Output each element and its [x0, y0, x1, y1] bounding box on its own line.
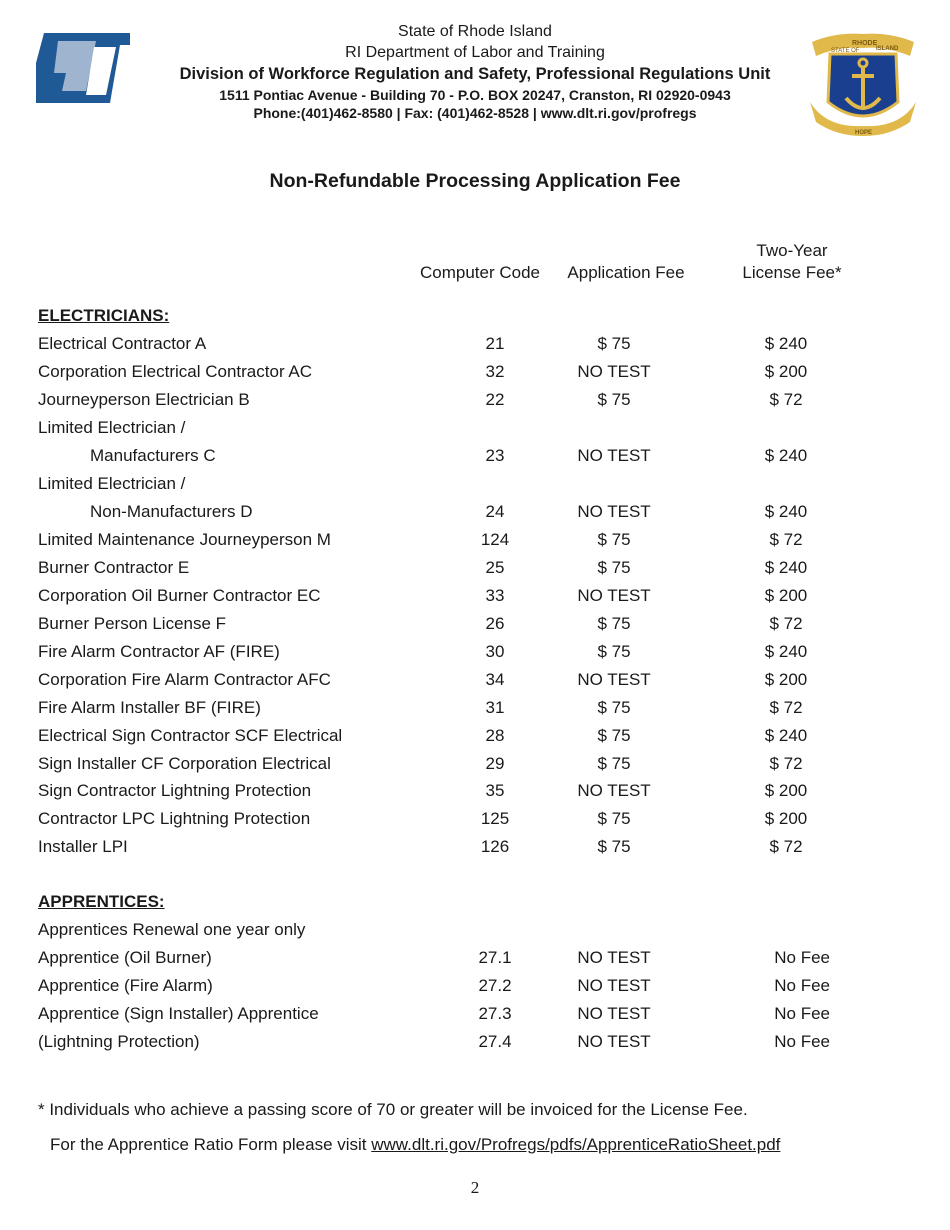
row-computer-code: 124 — [480, 530, 510, 549]
row-computer-code: 23 — [485, 446, 505, 465]
column-header-application-fee: Application Fee — [567, 263, 685, 282]
row-application-fee: NO TEST — [577, 1032, 651, 1051]
row-license-fee: No Fee — [774, 976, 830, 995]
row-application-fee: NO TEST — [577, 670, 651, 689]
row-license-name: Manufacturers C — [90, 446, 216, 465]
row-license-fee: $ 200 — [764, 809, 808, 828]
row-license-name: Sign Installer CF Corporation Electrical — [38, 754, 331, 773]
dlt-logo — [36, 33, 130, 103]
fee-row — [0, 642, 950, 670]
row-license-fee: $ 72 — [769, 754, 803, 773]
seal-text-hope: HOPE — [855, 130, 873, 136]
row-computer-code: 31 — [485, 698, 505, 717]
row-license-fee: No Fee — [774, 948, 830, 967]
fee-row — [0, 726, 950, 754]
row-computer-code: 22 — [485, 390, 505, 409]
row-application-fee: $ 75 — [597, 390, 631, 409]
apprentice-ratio-form-link[interactable]: www.dlt.ri.gov/Profregs/pdfs/ApprenticeRatioSheet.pdf — [371, 1135, 781, 1154]
row-computer-code: 25 — [485, 558, 505, 577]
column-header-license-fee — [722, 240, 862, 284]
fee-row — [0, 474, 950, 502]
page-title: Non-Refundable Processing Application Fee — [269, 170, 681, 192]
seal-text-island: ISLAND — [876, 46, 899, 52]
row-license-fee: $ 72 — [769, 614, 803, 633]
row-license-name: Apprentice (Fire Alarm) — [38, 976, 213, 995]
row-application-fee: $ 75 — [597, 726, 631, 745]
row-license-name: Limited Electrician / — [38, 474, 186, 493]
row-license-fee: $ 240 — [764, 642, 808, 661]
row-license-fee: $ 72 — [769, 837, 803, 856]
row-license-fee: $ 240 — [764, 334, 808, 353]
fee-row — [0, 948, 950, 976]
fee-row — [0, 334, 950, 362]
row-license-fee: $ 200 — [764, 586, 808, 605]
row-license-fee: No Fee — [774, 1004, 830, 1023]
row-application-fee: $ 75 — [597, 809, 631, 828]
row-application-fee: NO TEST — [577, 446, 651, 465]
row-license-name: Non-Manufacturers D — [90, 502, 253, 521]
row-application-fee: $ 75 — [597, 530, 631, 549]
row-application-fee: NO TEST — [577, 948, 651, 967]
row-application-fee: $ 75 — [597, 754, 631, 773]
row-computer-code: 27.4 — [478, 1032, 512, 1051]
column-header-license-fee-line2: License Fee* — [742, 263, 842, 282]
row-application-fee: $ 75 — [597, 698, 631, 717]
row-license-fee: $ 72 — [769, 698, 803, 717]
row-application-fee: $ 75 — [597, 558, 631, 577]
row-license-name: Apprentice (Oil Burner) — [38, 948, 212, 967]
fee-row — [0, 530, 950, 558]
row-license-name: Burner Person License F — [38, 614, 227, 633]
row-computer-code: 27.1 — [478, 948, 512, 967]
row-license-fee: $ 240 — [764, 502, 808, 521]
seal-text-state-of: STATE OF — [831, 48, 860, 54]
header-address: 1511 Pontiac Avenue - Building 70 - P.O. BOX 20247, Cranston, RI 02920-0943 — [219, 87, 731, 103]
row-computer-code: 35 — [485, 781, 505, 800]
row-license-name: Journeyperson Electrician B — [38, 390, 250, 409]
row-application-fee: $ 75 — [597, 642, 631, 661]
row-computer-code: 29 — [485, 754, 505, 773]
fee-row — [0, 837, 950, 865]
apprentice-ratio-note — [50, 1135, 780, 1155]
row-computer-code: 32 — [485, 362, 505, 381]
row-application-fee: $ 75 — [597, 334, 631, 353]
row-license-fee: $ 72 — [769, 390, 803, 409]
row-license-name: Fire Alarm Installer BF (FIRE) — [38, 698, 261, 717]
section-heading-apprentices: APPRENTICES: — [38, 892, 165, 911]
row-license-name: Burner Contractor E — [38, 558, 190, 577]
row-computer-code: 26 — [485, 614, 505, 633]
fee-row — [0, 586, 950, 614]
row-computer-code: 126 — [480, 837, 510, 856]
row-license-name: Electrical Contractor A — [38, 334, 207, 353]
header-department: RI Department of Labor and Training — [345, 44, 605, 61]
fee-row — [0, 362, 950, 390]
header-contact: Phone:(401)462-8580 | Fax: (401)462-8528 | www.dlt.ri.gov/profregs — [253, 105, 697, 121]
row-computer-code: 125 — [480, 809, 510, 828]
row-computer-code: 27.3 — [478, 1004, 512, 1023]
row-computer-code: 21 — [485, 334, 505, 353]
row-license-fee: No Fee — [774, 1032, 830, 1051]
row-computer-code: 33 — [485, 586, 505, 605]
row-license-name: Limited Electrician / — [38, 418, 186, 437]
row-license-name: Apprentices Renewal one year only — [38, 920, 306, 939]
row-application-fee: NO TEST — [577, 781, 651, 800]
row-license-name: Fire Alarm Contractor AF (FIRE) — [38, 642, 280, 661]
fee-row — [0, 558, 950, 586]
row-license-fee: $ 200 — [764, 670, 808, 689]
fee-row — [0, 446, 950, 474]
row-computer-code: 27.2 — [478, 976, 512, 995]
row-license-fee: $ 72 — [769, 530, 803, 549]
row-application-fee: NO TEST — [577, 362, 651, 381]
page-number: 2 — [470, 1178, 480, 1197]
fee-row — [0, 698, 950, 726]
row-license-fee: $ 200 — [764, 781, 808, 800]
row-application-fee: NO TEST — [577, 976, 651, 995]
fee-row — [0, 670, 950, 698]
header-division: Division of Workforce Regulation and Safety, Professional Regulations Unit — [179, 65, 771, 83]
column-header-computer-code: Computer Code — [419, 263, 540, 282]
row-license-name: Corporation Oil Burner Contractor EC — [38, 586, 321, 605]
row-application-fee: NO TEST — [577, 1004, 651, 1023]
fee-row — [0, 809, 950, 837]
row-computer-code: 28 — [485, 726, 505, 745]
row-license-fee: $ 240 — [764, 726, 808, 745]
row-computer-code: 34 — [485, 670, 505, 689]
fee-row — [0, 502, 950, 530]
rhode-island-seal — [806, 32, 920, 140]
row-license-name: Corporation Fire Alarm Contractor AFC — [38, 670, 331, 689]
apprentice-ratio-note-text: For the Apprentice Ratio Form please visit — [50, 1135, 372, 1154]
row-license-fee: $ 200 — [764, 362, 808, 381]
row-license-fee: $ 240 — [764, 558, 808, 577]
fee-row — [0, 976, 950, 1004]
row-application-fee: $ 75 — [597, 614, 631, 633]
row-computer-code: 30 — [485, 642, 505, 661]
fee-row — [0, 920, 950, 948]
row-license-name: Electrical Sign Contractor SCF Electrical — [38, 726, 343, 745]
fee-row — [0, 754, 950, 782]
fee-row — [0, 1032, 950, 1060]
row-application-fee: NO TEST — [577, 502, 651, 521]
row-license-name: Installer LPI — [38, 837, 128, 856]
license-fee-footnote: * Individuals who achieve a passing score of 70 or greater will be invoiced for the License Fee. — [38, 1100, 748, 1119]
fee-row — [0, 781, 950, 809]
seal-text-rhode: RHODE — [852, 40, 878, 47]
row-license-name: Limited Maintenance Journeyperson M — [38, 530, 331, 549]
row-license-name: Sign Contractor Lightning Protection — [38, 781, 312, 800]
row-license-fee: $ 240 — [764, 446, 808, 465]
row-application-fee: NO TEST — [577, 586, 651, 605]
row-application-fee: $ 75 — [597, 837, 631, 856]
fee-row — [0, 1004, 950, 1032]
row-license-name: (Lightning Protection) — [38, 1032, 200, 1051]
fee-row — [0, 614, 950, 642]
section-heading-electricians: ELECTRICIANS: — [38, 306, 170, 325]
row-computer-code: 24 — [485, 502, 505, 521]
row-license-name: Contractor LPC Lightning Protection — [38, 809, 311, 828]
row-license-name: Apprentice (Sign Installer) Apprentice — [38, 1004, 319, 1023]
row-license-name: Corporation Electrical Contractor AC — [38, 362, 313, 381]
column-header-license-fee-line1: Two-Year — [756, 241, 828, 260]
fee-row — [0, 390, 950, 418]
fee-row — [0, 418, 950, 446]
header-state: State of Rhode Island — [398, 23, 552, 40]
